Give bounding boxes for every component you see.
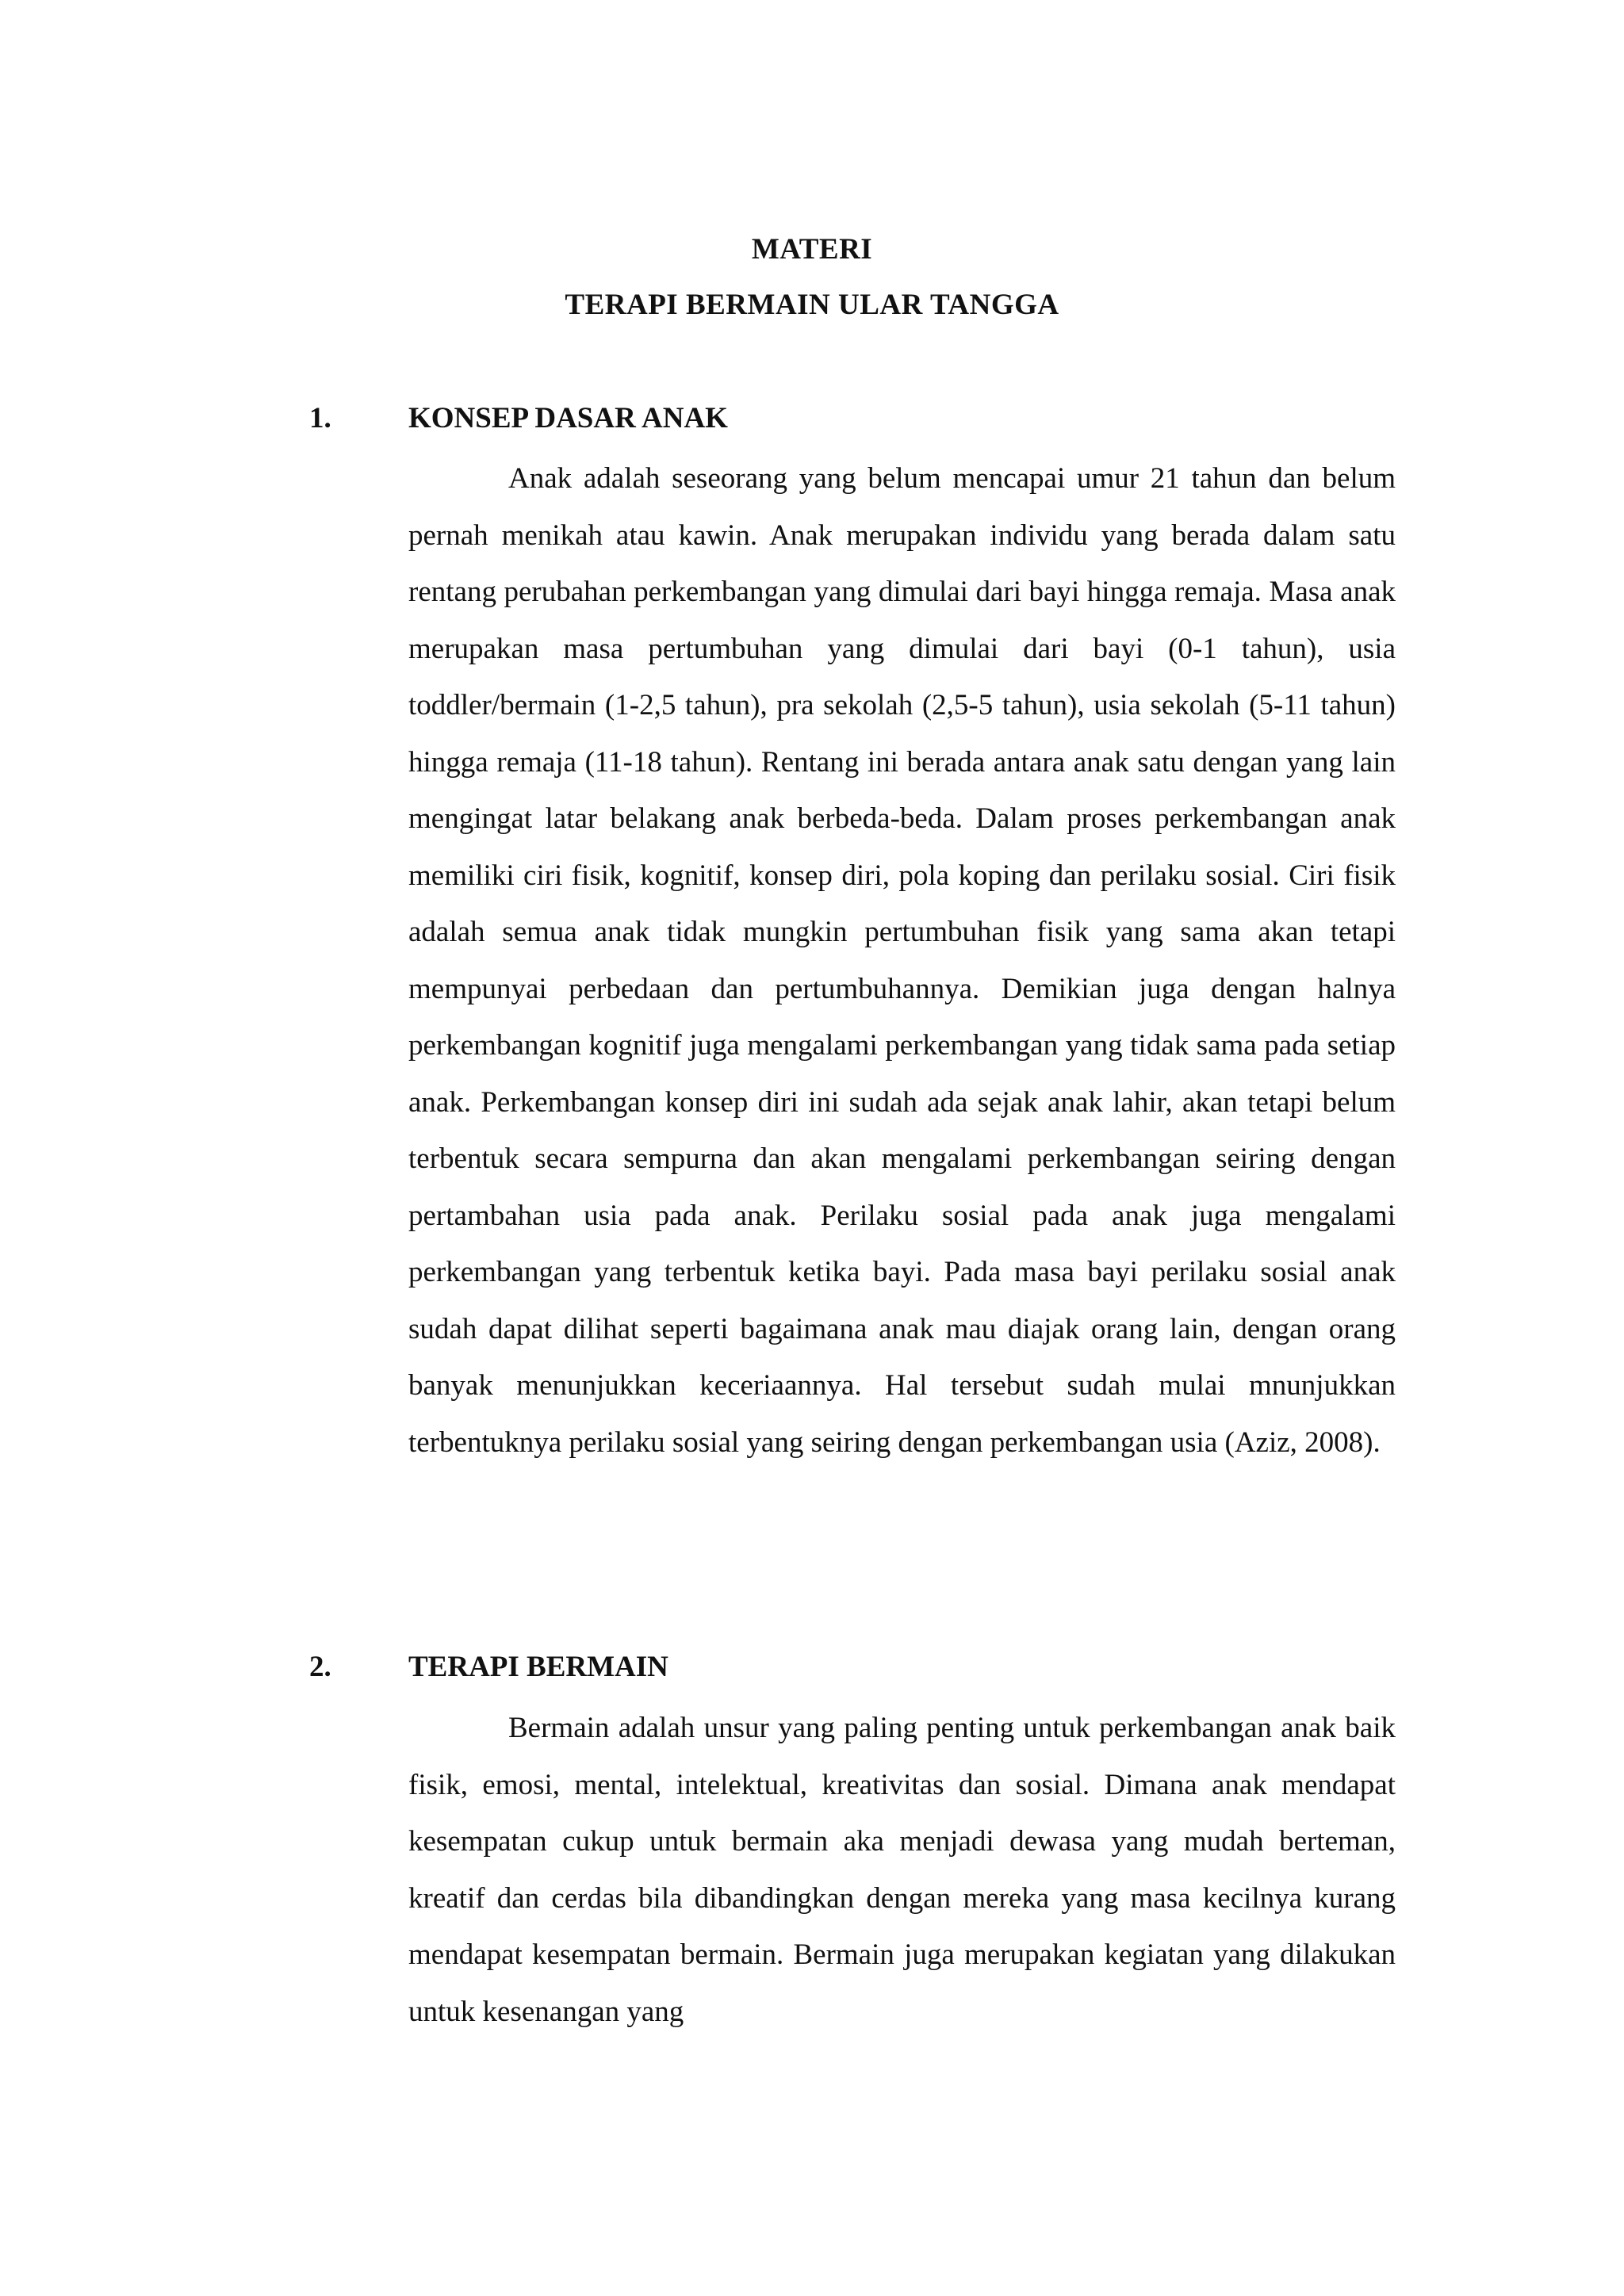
document-title: MATERI bbox=[751, 233, 873, 266]
section-heading bbox=[309, 1650, 668, 1684]
section-number: 1. bbox=[309, 402, 331, 434]
section-number: 2. bbox=[309, 1651, 331, 1683]
section-paragraph: Bermain adalah unsur yang paling penting untuk perkembangan anak baik fisik, emosi, mental, intelektual, kreativitas dan sosial. Dimana anak mendapat kesempatan cukup untuk bermain aka menjadi dewasa yang mudah berteman, kreatif dan cerdas bila dibandingkan dengan mereka yang masa kecilnya kurang mendapat kesempatan bermain. Bermain juga merupakan kegiatan yang dilakukan untuk kesenangan yang bbox=[408, 1712, 1396, 2028]
section-paragraph: Anak adalah seseorang yang belum mencapai umur 21 tahun dan belum pernah menikah atau kawin. Anak merupakan individu yang berada dalam satu rentang perubahan perkembangan yang dimulai dari bayi hingga remaja. Masa anak merupakan masa pertumbuhan yang dimulai dari bayi (0-1 tahun), usia toddler/bermain (1-2,5 tahun), pra sekolah (2,5-5 tahun), usia sekolah (5-11 tahun) hingga remaja (11-18 tahun). Rentang ini berada antara anak satu dengan yang lain mengingat latar belakang anak berbeda-beda. Dalam proses perkembangan anak memiliki ciri fisik, kognitif, konsep diri, pola koping dan perilaku sosial. Ciri fisik adalah semua anak tidak mungkin pertumbuhan fisik yang sama akan tetapi mempunyai perbedaan dan pertumbuhannya. Demikian juga dengan halnya perkembangan kognitif juga mengalami perkembangan yang tidak sama pada setiap anak. Perkembangan konsep diri ini sudah ada sejak anak lahir, akan tetapi belum terbentuk secara sempurna dan akan mengalami perkembangan seiring dengan pertambahan usia pada anak. Perilaku sosial pada anak juga mengalami perkembangan yang terbentuk ketika bayi. Pada masa bayi perilaku sosial anak sudah dapat dilihat seperti bagaimana anak mau diajak orang lain, dengan orang banyak menunjukkan keceriaannya. Hal tersebut sudah mulai mnunjukkan terbentuknya perilaku sosial yang seiring dengan perkembangan usia (Aziz, 2008). bbox=[408, 462, 1396, 1459]
section-title: TERAPI BERMAIN bbox=[408, 1651, 668, 1683]
section-title: KONSEP DASAR ANAK bbox=[408, 402, 728, 434]
section-heading bbox=[309, 401, 728, 435]
document-subtitle: TERAPI BERMAIN ULAR TANGGA bbox=[565, 289, 1059, 321]
